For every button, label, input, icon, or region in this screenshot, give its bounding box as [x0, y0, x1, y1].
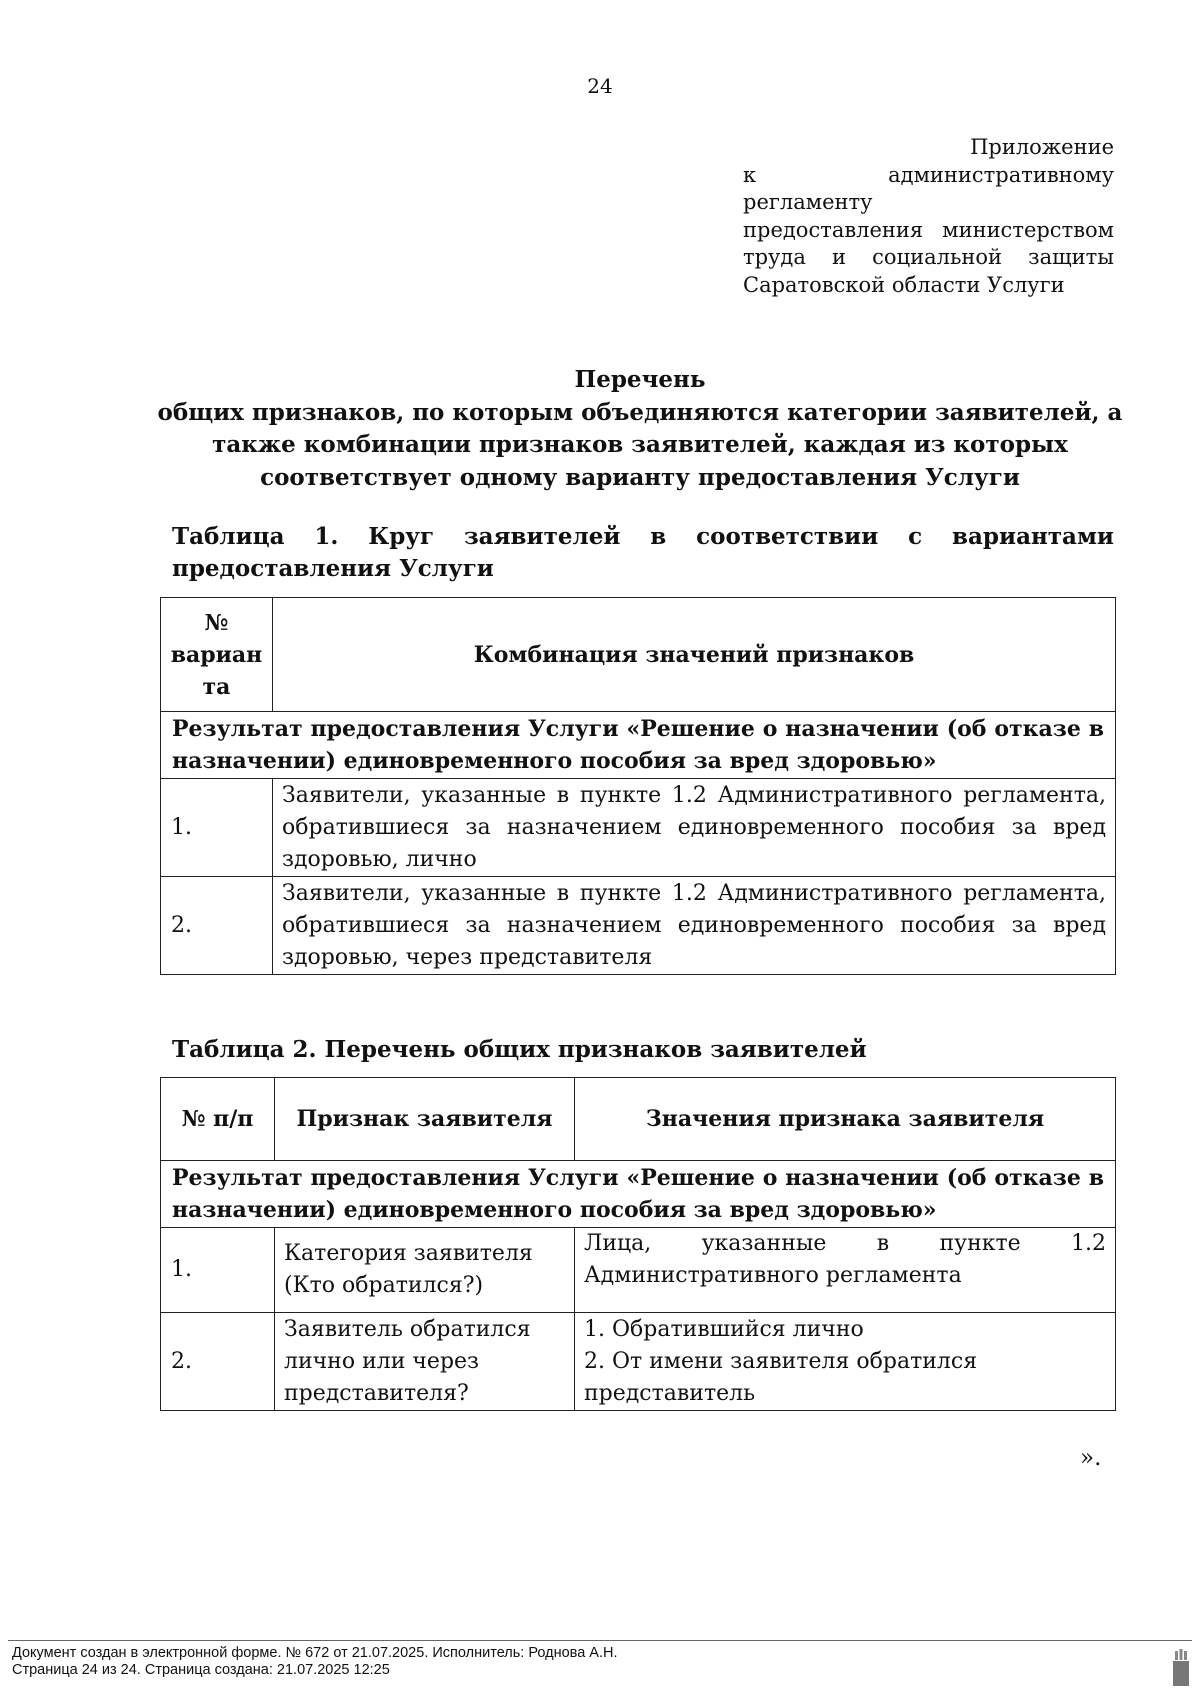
- document-title: [140, 364, 1140, 494]
- table1-header-row: [161, 598, 1116, 712]
- table1-section-row: [161, 712, 1116, 779]
- table2-header-values: Значения признака заявителя: [575, 1078, 1116, 1161]
- document-footer: [12, 1645, 618, 1679]
- title-line: соответствует одному варианту предоставления Услуги: [260, 463, 1020, 491]
- table2-row-values: 1. Обратившийся лично 2. От имени заявителя обратился представитель: [575, 1313, 1116, 1411]
- table1-section-title: Результат предоставления Услуги «Решение о назначении (об отказе в назначении) единовременного пособия за вред здоровью»: [161, 712, 1116, 779]
- table-row: [161, 1313, 1116, 1411]
- table2-caption-line: Таблица 2. Перечень общих признаков заявителей: [172, 1036, 867, 1063]
- table2-header-number: № п/п: [161, 1078, 275, 1161]
- table1-caption: [172, 521, 1114, 585]
- document-stamp-icon: [1170, 1649, 1192, 1687]
- table1-header-combination: Комбинация значений признаков: [273, 598, 1116, 712]
- footer-line: Документ создан в электронной форме. № 672 от 21.07.2025. Исполнитель: Роднова А.Н.: [12, 1645, 618, 1661]
- table1-header-variant-number: № вариан та: [161, 598, 273, 712]
- table2: [160, 1077, 1116, 1411]
- table2-row-values: Лица, указанные в пункте 1.2 Административного регламента: [575, 1228, 1116, 1313]
- title-line: Перечень: [574, 366, 706, 393]
- table2-header-row: [161, 1078, 1116, 1161]
- closing-quote-mark: ».: [1080, 1445, 1102, 1471]
- footer-divider: [8, 1640, 1192, 1641]
- table1-caption-line: Таблица 1. Круг заявителей в соответствии с вариантами: [172, 523, 1114, 550]
- table2-caption: [172, 1034, 1114, 1066]
- appendix-line: предоставления министерством: [743, 217, 1114, 242]
- appendix-line: Саратовской области Услуги: [743, 272, 1065, 297]
- appendix-line: труда и социальной защиты: [743, 245, 1114, 269]
- table2-row-number: 2.: [161, 1313, 275, 1411]
- table-row: [161, 1228, 1116, 1313]
- appendix-line: Приложение: [970, 135, 1114, 159]
- table2-section-row: [161, 1161, 1116, 1228]
- title-line: общих признаков, по которым объединяются категории заявителей, а: [157, 398, 1123, 426]
- title-line: также комбинации признаков заявителей, каждая из которых: [212, 431, 1068, 458]
- table1-row-number: 1.: [161, 779, 273, 877]
- table1-row-text: Заявители, указанные в пункте 1.2 Административного регламента, обратившиеся за назначением единовременного пособия за вред здоровью, через представителя: [273, 877, 1116, 975]
- table-row: [161, 779, 1116, 877]
- table1-row-text: Заявители, указанные в пункте 1.2 Административного регламента, обратившиеся за назначением единовременного пособия за вред здоровью, лично: [273, 779, 1116, 877]
- page-number: 24: [587, 74, 613, 98]
- appendix-line: к административному регламенту: [743, 162, 1114, 214]
- appendix-block: [743, 134, 1114, 299]
- table1-caption-line: предоставления Услуги: [172, 555, 494, 582]
- table2-header-feature: Признак заявителя: [275, 1078, 575, 1161]
- footer-line: Страница 24 из 24. Страница создана: 21.07.2025 12:25: [12, 1662, 390, 1678]
- table2-row-feature: Заявитель обратился лично или через представителя?: [275, 1313, 575, 1411]
- table2-row-feature: Категория заявителя (Кто обратился?): [275, 1228, 575, 1313]
- table1-row-number: 2.: [161, 877, 273, 975]
- table2-section-title: Результат предоставления Услуги «Решение о назначении (об отказе в назначении) единовременного пособия за вред здоровью»: [161, 1161, 1116, 1228]
- table2-row-number: 1.: [161, 1228, 275, 1313]
- table1: [160, 597, 1116, 975]
- table-row: [161, 877, 1116, 975]
